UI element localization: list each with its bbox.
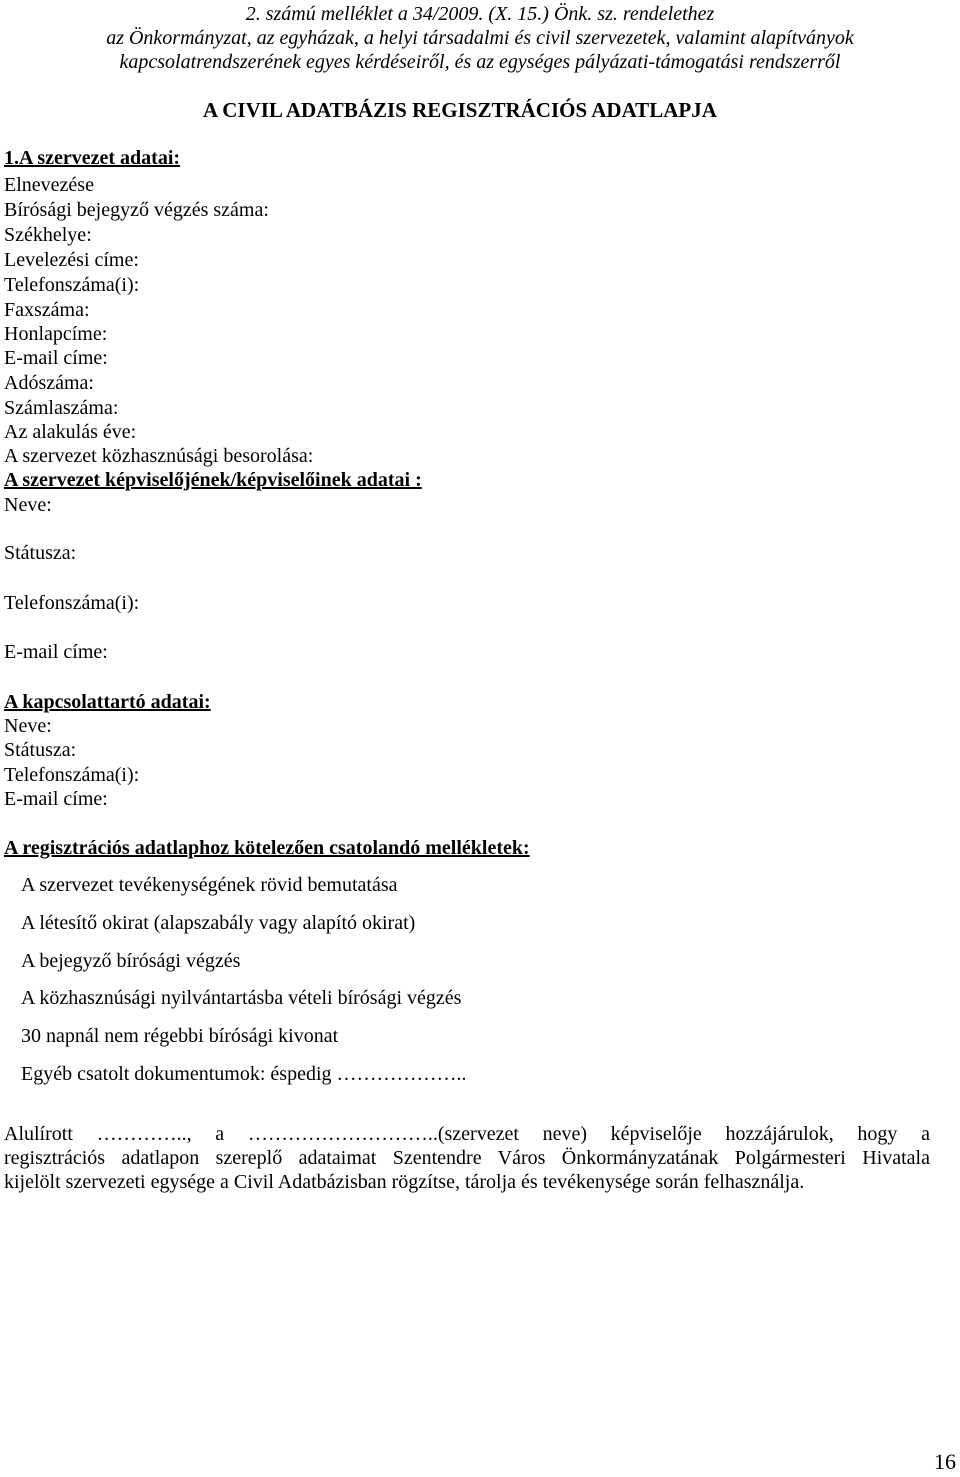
header-line-3: kapcsolatrendszerének egyes kérdéseiről, és az egységes pályázati-támogatási rendszerről [119,51,841,73]
page-number: 16 [934,1449,956,1474]
header-line-2: az Önkormányzat, az egyházak, a helyi társadalmi és civil szervezetek, valamint alapítványok [106,27,854,49]
declaration-line-2: regisztrációs adatlapon szereplő adataimat Szentendre Város Önkormányzatának Polgármesteri Hivatala [4,1147,930,1169]
representative-field-phone: Telefonszáma(i): [4,592,140,614]
contact-field-status: Státusza: [4,739,77,761]
field-label-tax-number: Adószáma: [4,372,94,394]
representative-field-name: Neve: [4,494,52,516]
consent-declaration [4,1122,930,1194]
field-label-headquarters: Székhelye: [4,224,92,246]
field-label-mailing-address: Levelezési címe: [4,249,139,271]
field-label-name: Elnevezése [4,174,94,196]
field-label-court-registration: Bírósági bejegyző végzés száma: [4,199,269,221]
field-label-fax: Faxszáma: [4,299,90,321]
contact-field-email: E-mail címe: [4,788,108,810]
declaration-line-3: kijelölt szervezeti egysége a Civil Adatbázisban rögzítse, tárolja és tevékenysége során felhasználja. [4,1171,805,1193]
attachment-item: A bejegyző bírósági végzés [21,950,241,972]
contact-field-phone: Telefonszáma(i): [4,764,140,786]
header-line-1: 2. számú melléklet a 34/2009. (X. 15.) Önk. sz. rendelethez [245,3,715,25]
field-label-founding-year: Az alakulás éve: [4,421,137,443]
attachment-item: A létesítő okirat (alapszabály vagy alapító okirat) [21,912,416,934]
document-header [0,2,960,74]
section-heading-organization: 1.A szervezet adatai: [4,147,181,169]
section-heading-representative: A szervezet képviselőjének/képviselőinek adatai : [4,469,422,491]
field-label-bank-account: Számlaszáma: [4,397,119,419]
attachment-item: A közhasznúsági nyilvántartásba vételi bírósági végzés [21,987,462,1009]
representative-field-status: Státusza: [4,542,77,564]
contact-field-name: Neve: [4,715,52,737]
attachment-item-other: Egyéb csatolt dokumentumok: éspedig ……………….. [21,1063,467,1085]
field-label-phone: Telefonszáma(i): [4,274,140,296]
form-title: A CIVIL ADATBÁZIS REGISZTRÁCIÓS ADATLAPJA [203,98,717,122]
field-label-website: Honlapcíme: [4,323,108,345]
attachment-item: A szervezet tevékenységének rövid bemutatása [21,874,398,896]
section-heading-contact: A kapcsolattartó adatai: [4,691,211,713]
section-heading-attachments: A regisztrációs adatlaphoz kötelezően csatolandó mellékletek: [4,837,530,859]
representative-field-email: E-mail címe: [4,641,108,663]
declaration-line-1: Alulírott ………….., a ………………………..(szervezet neve) képviselője hozzájárulok, hogy a [4,1123,930,1145]
attachment-item: 30 napnál nem régebbi bírósági kivonat [21,1025,339,1047]
field-label-public-benefit-status: A szervezet közhasznúsági besorolása: [4,445,314,467]
field-label-email: E-mail címe: [4,347,108,369]
